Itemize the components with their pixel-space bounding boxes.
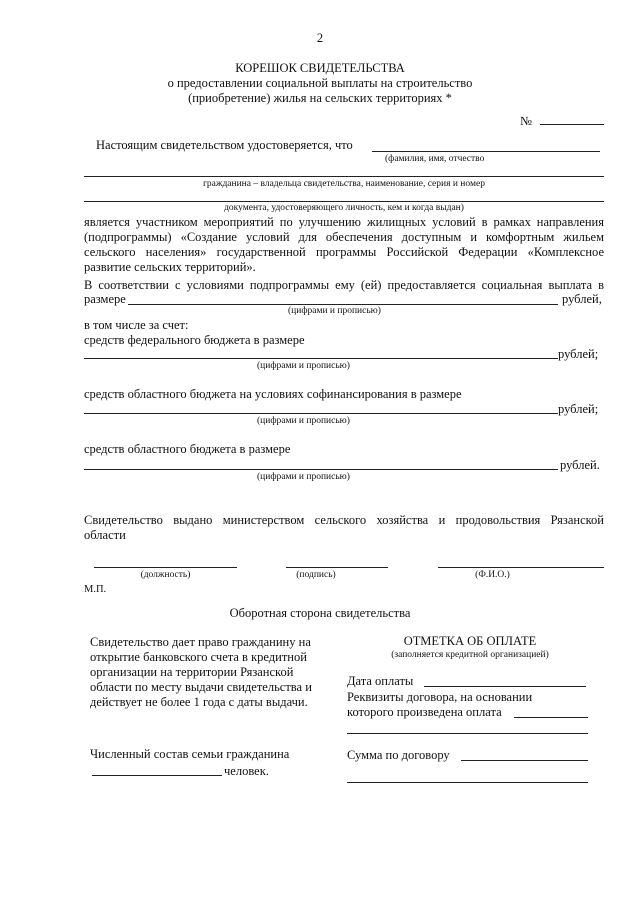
contract-line-1: Реквизиты договора, на основании — [347, 690, 533, 704]
regional-cofin-label: средств областного бюджета на условиях софинансирования в размере — [84, 387, 462, 401]
family-label: Численный состав семьи гражданина — [90, 747, 290, 761]
contract-field-1[interactable] — [514, 717, 588, 718]
issued-by-line-2: области — [84, 528, 126, 542]
left-box-line-1: Свидетельство дает право гражданину на — [90, 635, 311, 649]
regional-label: средств областного бюджета в размере — [84, 442, 291, 456]
regional-cofin-field[interactable] — [84, 413, 558, 414]
participant-line-4: развитие сельских территорий». — [84, 260, 256, 274]
including-text: в том числе за счет: — [84, 318, 189, 332]
federal-field[interactable] — [84, 358, 558, 359]
caption-document: документа, удостоверяющего личность, кем и когда выдан) — [224, 203, 464, 213]
participant-line-2: (подпрограммы) «Создание условий для обеспечения доступным и комфортным жильем — [84, 230, 604, 244]
caption-citizen: гражданина – владельца свидетельства, наименование, серия и номер — [203, 179, 485, 189]
caption-fio: (фамилия, имя, отчество — [385, 154, 485, 164]
page-number: 2 — [316, 31, 324, 45]
payment-mark-subtitle: (заполняется кредитной организацией) — [391, 650, 549, 660]
document-title: КОРЕШОК СВИДЕТЕЛЬСТВА — [235, 61, 405, 75]
amount-unit: рублей, — [562, 292, 602, 306]
amount-caption: (цифрами и прописью) — [288, 306, 381, 316]
regional-cofin-unit: рублей; — [558, 402, 599, 416]
document-field[interactable] — [84, 201, 604, 202]
citizen-field[interactable] — [84, 176, 604, 177]
name-field[interactable] — [438, 567, 604, 568]
position-caption: (должность) — [140, 570, 191, 580]
issued-by-line-1: Свидетельство выдано министерством сельского хозяйства и продовольствия Рязанской — [84, 513, 604, 527]
contract-field-2[interactable] — [347, 733, 588, 734]
conditions-text: В соответствии с условиями подпрограммы ему (ей) предоставляется социальная выплата в — [84, 278, 604, 292]
amount-label: размере — [84, 292, 126, 306]
left-box-line-2: открытие банковского счета в кредитной — [90, 650, 307, 664]
family-count-field[interactable] — [92, 775, 222, 776]
contract-line-2: которого произведена оплата — [347, 705, 502, 719]
participant-line-3: сельского населения» государственной программы Российской Федерации «Комплексное — [84, 245, 604, 259]
name-caption: (Ф.И.О.) — [475, 570, 510, 580]
fio-field[interactable] — [372, 151, 600, 152]
family-unit: человек. — [224, 764, 269, 778]
certify-text: Настоящим свидетельством удостоверяется, что — [96, 138, 353, 152]
regional-field[interactable] — [84, 469, 558, 470]
regional-unit: рублей. — [560, 458, 600, 472]
left-box-line-4: области по месту выдачи свидетельства и — [90, 680, 312, 694]
left-box-line-5: действует не более 1 года с даты выдачи. — [90, 695, 308, 709]
payment-mark-title: ОТМЕТКА ОБ ОПЛАТЕ — [403, 634, 537, 648]
seal-label: М.П. — [84, 584, 107, 595]
number-field[interactable] — [540, 124, 604, 125]
regional-cofin-caption: (цифрами и прописью) — [257, 416, 350, 426]
document-title-line3: (приобретение) жилья на сельских территориях * — [188, 91, 452, 105]
participant-line-1: является участником мероприятий по улучшению жилищных условий в рамках направления — [84, 215, 604, 229]
left-box-line-3: организации на территории Рязанской — [90, 665, 294, 679]
contract-sum-label: Сумма по договору — [347, 748, 450, 762]
position-field[interactable] — [94, 567, 237, 568]
federal-label: средств федерального бюджета в размере — [84, 333, 305, 347]
regional-caption: (цифрами и прописью) — [257, 472, 350, 482]
federal-unit: рублей; — [558, 347, 599, 361]
contract-sum-field-2[interactable] — [347, 782, 588, 783]
number-label: № — [520, 114, 532, 128]
signature-caption: (подпись) — [296, 570, 336, 580]
document-title-line2: о предоставлении социальной выплаты на строительство — [167, 76, 473, 90]
amount-field[interactable] — [128, 304, 558, 305]
contract-sum-field[interactable] — [461, 760, 588, 761]
signature-field[interactable] — [286, 567, 388, 568]
payment-date-field[interactable] — [424, 686, 586, 687]
federal-caption: (цифрами и прописью) — [257, 361, 350, 371]
payment-date-label: Дата оплаты — [347, 674, 414, 688]
reverse-title: Оборотная сторона свидетельства — [229, 606, 411, 620]
